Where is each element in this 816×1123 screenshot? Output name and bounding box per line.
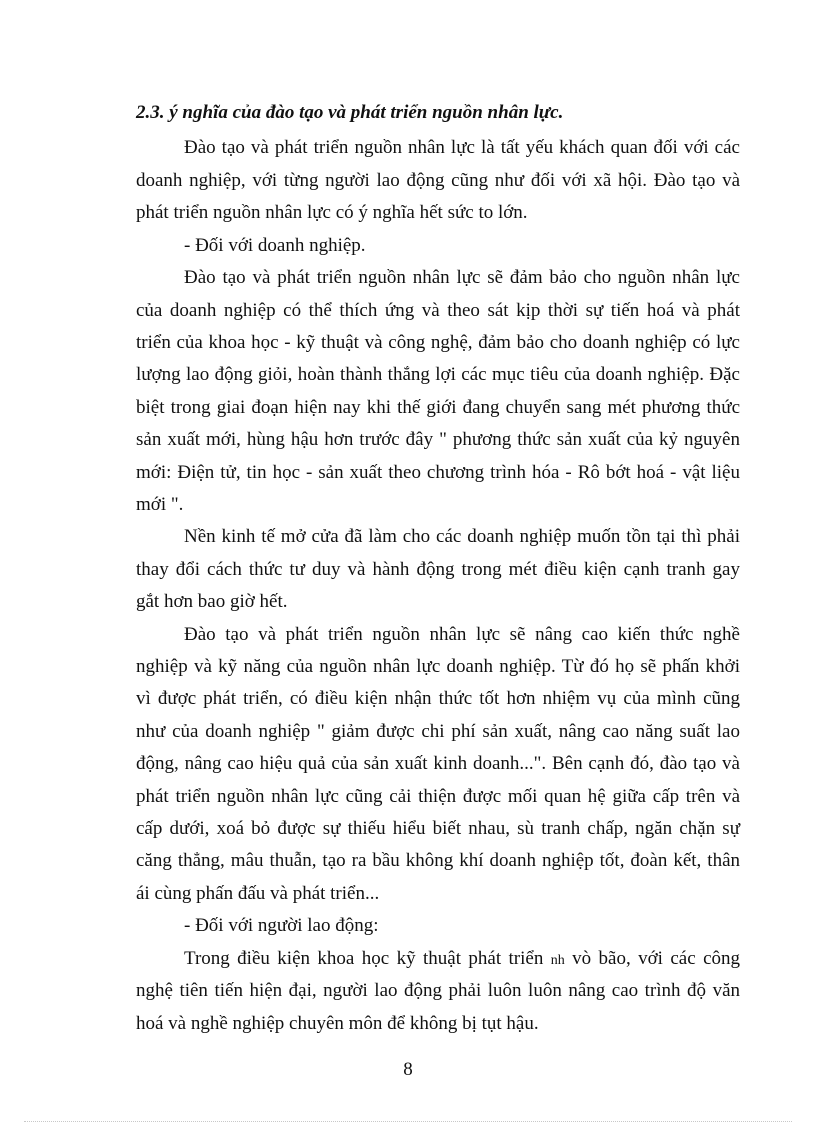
section-heading: 2.3. ý nghĩa của đào tạo và phát triển nguồn nhân lực. (136, 102, 564, 123)
line-part-before: Trong điều kiện khoa học kỹ thuật phát triển (184, 948, 544, 969)
text-line: như của doanh nghiệp " giảm được chi phí sản xuất, nâng cao năng suất lao (136, 721, 740, 742)
text-line: cấp dưới, xoá bỏ được sự thiếu hiểu biết nhau, sù tranh chấp, ngăn chặn sự (136, 818, 740, 839)
text-line: thay đổi cách thức tư duy và hành động trong mét điều kiện cạnh tranh gay (136, 559, 740, 580)
text-line: sản xuất mới, hùng hậu hơn trước đây " phương thức sản xuất của kỷ nguyên (136, 429, 740, 450)
text-line: Đào tạo và phát triển nguồn nhân lực là tất yếu khách quan đối với các (184, 137, 740, 158)
text-line: nghệ tiên tiến hiện đại, người lao động phải luôn luôn nâng cao trình độ văn (136, 980, 740, 1001)
text-line: căng thẳng, mâu thuẫn, tạo ra bầu không khí doanh nghiệp tốt, đoàn kết, thân (136, 850, 740, 871)
text-line: hoá và nghề nghiệp chuyên môn để không bị tụt hậu. (136, 1013, 539, 1034)
text-line: nghiệp và kỹ năng của nguồn nhân lực doanh nghiệp. Từ đó họ sẽ phấn khởi (136, 656, 740, 677)
text-line: Nền kinh tế mở cửa đã làm cho các doanh nghiệp muốn tồn tại thì phải (184, 526, 740, 547)
text-line: mới ". (136, 494, 184, 515)
text-line: - Đối với người lao động: (184, 915, 379, 936)
text-line: gắt hơn bao giờ hết. (136, 591, 288, 612)
text-line: Đào tạo và phát triển nguồn nhân lực sẽ đảm bảo cho nguồn nhân lực (184, 267, 740, 288)
text-line: phát triển nguồn nhân lực có ý nghĩa hết sức to lớn. (136, 202, 528, 223)
page-number: 8 (403, 1059, 413, 1080)
text-line: của doanh nghiệp có thể thích ứng và theo sát kịp thời sự tiến hoá và phát (136, 300, 740, 321)
line-part-after: vò bão, với các công (572, 948, 741, 969)
text-line: triển của khoa học - kỹ thuật và công nghệ, đảm bảo cho doanh nghiệp có lực (136, 332, 740, 353)
text-line: - Đối với doanh nghiệp. (184, 235, 366, 256)
inline-fragment: nh (550, 953, 565, 968)
text-line-with-fragment (184, 946, 740, 974)
page-bottom-divider (24, 1121, 792, 1122)
text-line: mới: Điện tử, tin học - sản xuất theo chương trình hóa - Rô bớt hoá - vật liệu (136, 462, 740, 483)
text-line: phát triển nguồn nhân lực cũng cải thiện được mối quan hệ giữa cấp trên và (136, 786, 740, 807)
text-line: Đào tạo và phát triển nguồn nhân lực sẽ nâng cao kiến thức nghề (184, 624, 740, 645)
text-line: vì được phát triển, có điều kiện nhận thức tốt hơn nhiệm vụ của mình cũng (136, 688, 740, 709)
text-line: lượng lao động giỏi, hoàn thành thắng lợi các mục tiêu của doanh nghiệp. Đặc (136, 364, 740, 385)
text-line: động, nâng cao hiệu quả của sản xuất kinh doanh...". Bên cạnh đó, đào tạo và (136, 753, 740, 774)
text-line: ái cùng phấn đấu và phát triển... (136, 883, 380, 904)
text-line: doanh nghiệp, với từng người lao động cũng như đối với xã hội. Đào tạo và (136, 170, 740, 191)
text-line: biệt trong giai đoạn hiện nay khi thế giới đang chuyển sang mét phương thức (136, 397, 740, 418)
